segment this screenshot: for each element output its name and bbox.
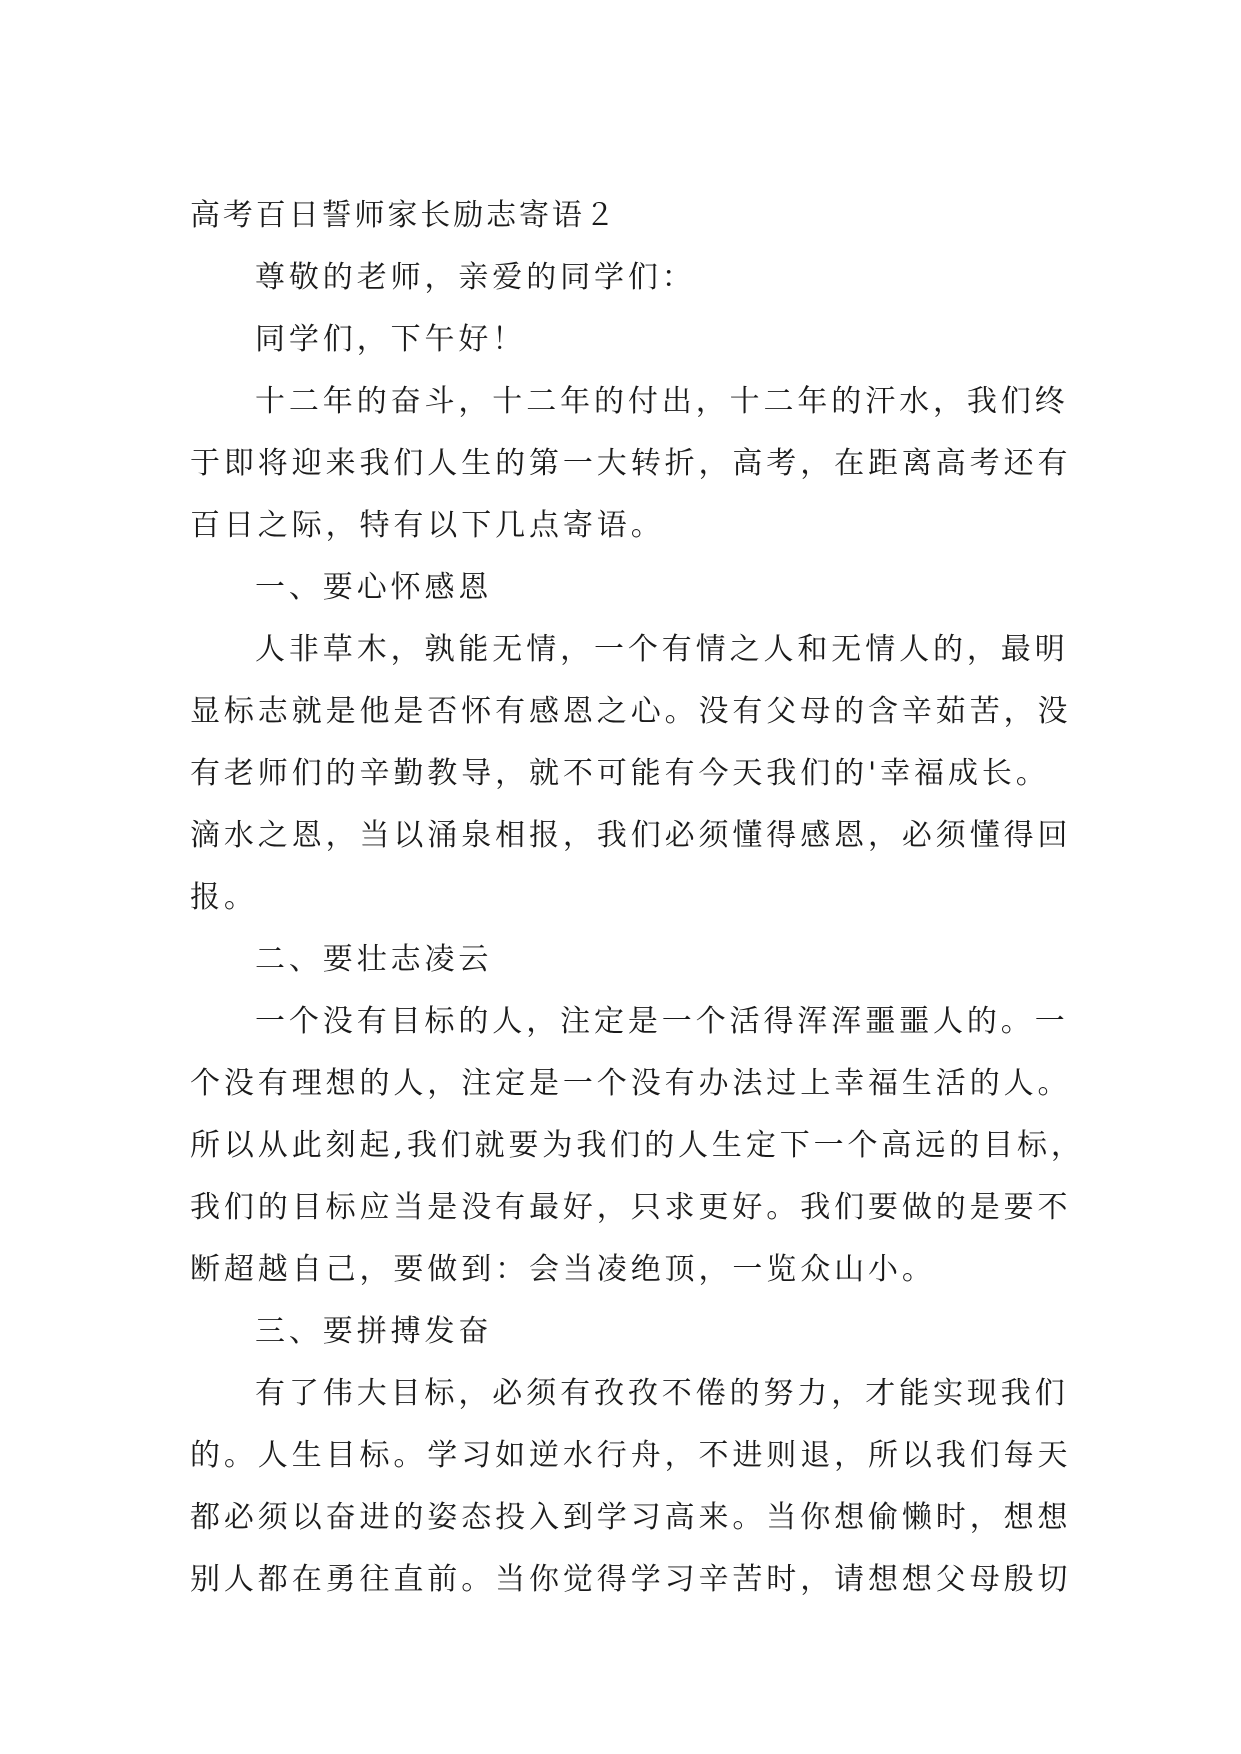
- paragraph-line: 有老师们的辛勤教导，就不可能有今天我们的'幸福成长。: [190, 756, 1050, 791]
- paragraph-line: 断超越自己，要做到：会当凌绝顶，一览众山小。: [190, 1252, 936, 1287]
- salutation: 尊敬的老师，亲爱的同学们：: [255, 260, 696, 295]
- section-heading: 三、要拼搏发奋: [255, 1314, 493, 1349]
- paragraph-line: 报。: [190, 880, 258, 915]
- intro-line: 十二年的奋斗，十二年的付出，十二年的汗水，我们终: [255, 384, 1069, 419]
- paragraph-line: 人非草木，孰能无情，一个有情之人和无情人的，最明: [255, 632, 1069, 667]
- document-title: 高考百日誓师家长励志寄语２: [190, 198, 618, 233]
- section-heading: 二、要壮志凌云: [255, 942, 493, 977]
- section-heading: 一、要心怀感恩: [255, 570, 493, 605]
- greeting: 同学们，下午好！: [255, 322, 527, 357]
- paragraph-line: 都必须以奋进的姿态投入到学习高来。当你想偷懒时，想想: [190, 1500, 1072, 1535]
- paragraph-line: 一个没有目标的人，注定是一个活得浑浑噩噩人的。一: [255, 1004, 1069, 1039]
- paragraph-line: 有了伟大目标，必须有孜孜不倦的努力，才能实现我们: [255, 1376, 1069, 1411]
- intro-line: 百日之际，特有以下几点寄语。: [190, 508, 665, 543]
- paragraph-line: 滴水之恩，当以涌泉相报，我们必须懂得感恩，必须懂得回: [190, 818, 1072, 853]
- paragraph-line: 的。人生目标。学习如逆水行舟，不进则退，所以我们每天: [190, 1438, 1072, 1473]
- paragraph-line: 别人都在勇往直前。当你觉得学习辛苦时，请想想父母殷切: [190, 1562, 1072, 1597]
- paragraph-line: 个没有理想的人，注定是一个没有办法过上幸福生活的人。: [190, 1066, 1072, 1101]
- paragraph-line: 显标志就是他是否怀有感恩之心。没有父母的含辛茹苦，没: [190, 694, 1072, 729]
- intro-line: 于即将迎来我们人生的第一大转折，高考，在距离高考还有: [190, 446, 1072, 481]
- paragraph-line: 我们的目标应当是没有最好，只求更好。我们要做的是要不: [190, 1190, 1072, 1225]
- paragraph-line: 所以从此刻起,我们就要为我们的人生定下一个高远的目标，: [190, 1128, 1085, 1163]
